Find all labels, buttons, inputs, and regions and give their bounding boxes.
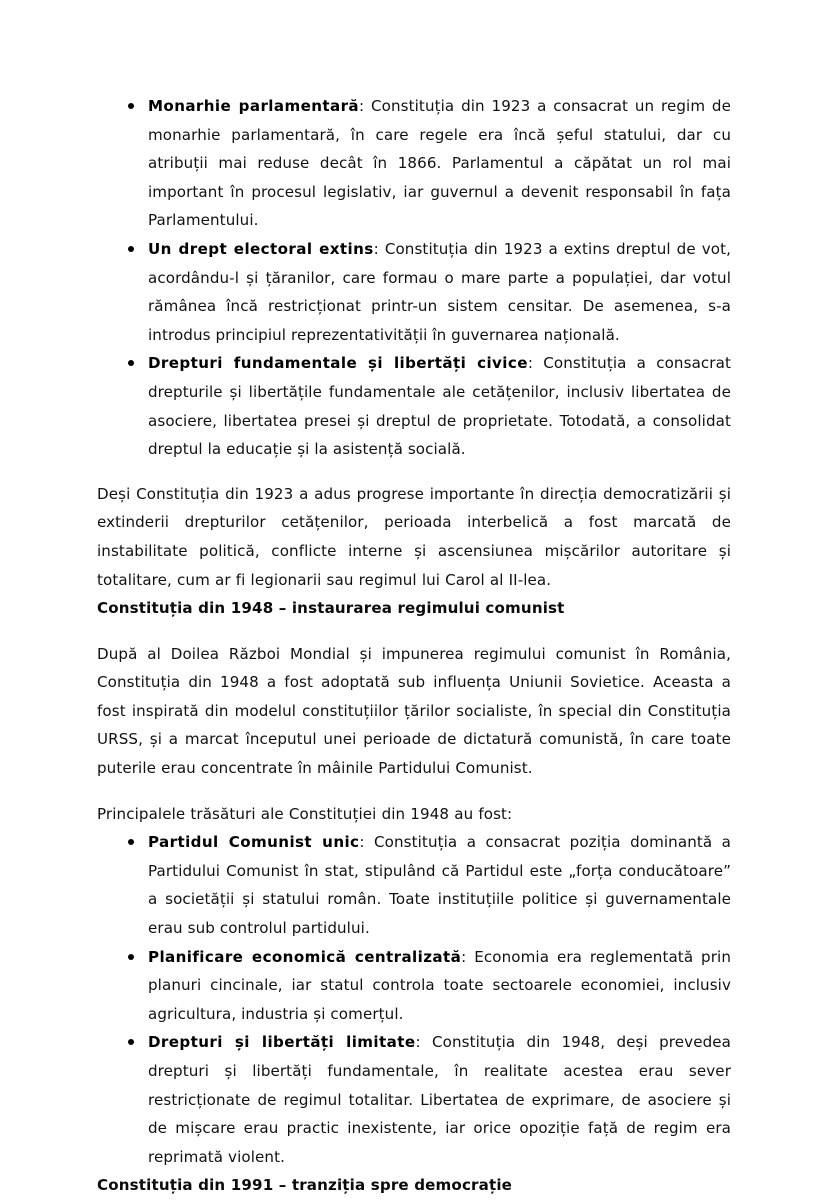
list-item-separator: : <box>527 354 544 373</box>
paragraph-principalele-trasaturi: Principalele trăsături ale Constituției din 1948 au fost: <box>97 804 513 823</box>
list-item-text: Constituția din 1923 a extins dreptul de vot, acordându-l și țăranilor, care formau o mare parte a populației, dar votul rămânea încă restricționat printr-un sistem censitar. De asemenea, s-a introdus principiul reprezentativității în guvernarea națională. <box>148 239 731 344</box>
list-item <box>97 828 731 942</box>
list-item-lead: Un drept electoral extins <box>148 239 374 258</box>
bullet-dot-icon <box>128 360 134 366</box>
list-item-separator: : <box>359 833 375 852</box>
list-item-lead: Monarhie parlamentară <box>148 97 360 115</box>
bullet-dot-icon <box>128 103 134 109</box>
list-item-lead: Drepturi fundamentale și libertăți civice <box>148 354 528 373</box>
bullet-dot-icon <box>128 1039 134 1045</box>
bullet-dot-icon <box>128 839 134 845</box>
bullet-dot-icon <box>128 954 134 960</box>
list-item-separator: : <box>359 97 372 115</box>
bullet-dot-icon <box>128 246 134 252</box>
paragraph-interbelic: Deși Constituția din 1923 a adus progrese importante în direcția democratizării și extinderii drepturilor cetățenilor, perioada interbelică a fost marcată de instabilitate politică, conflicte interne și ascensiunea mișcărilor autoritare și totalitare, cum ar fi legionarii sau regimul lui Carol al II-lea. <box>97 484 731 589</box>
list-item-separator: : <box>373 239 385 258</box>
paragraph-dupa-razboi: După al Doilea Război Mondial și impunerea regimului comunist în România, Constituția din 1948 a fost adoptată sub influența Uniunii Sovietice. Aceasta a fost inspirată din modelul constituțiilor țărilor socialiste, în special din Constituția URSS, și a marcat începutul unei perioade de dictatură comunistă, în care toate puterile erau concentrate în mâinile Partidului Comunist. <box>97 644 731 778</box>
list-item-lead: Planificare economică centralizată <box>148 947 462 966</box>
list-item-separator: : <box>415 1033 432 1052</box>
list-item-text: Constituția a consacrat poziția dominantă a Partidului Comunist în stat, stipulând că Partidul este „forța conducătoare” a societății și statului român. Toate instituțiile politice și guvernamentale erau sub controlul partidului. <box>148 833 732 938</box>
list-item <box>97 1028 731 1171</box>
heading-constitutia-1948: Constituția din 1948 – instaurarea regimului comunist <box>97 599 565 618</box>
list-item-text: Constituția din 1948, deși prevedea drepturi și libertăți fundamentale, în realitate acestea erau sever restricționate de regimul totalitar. Libertatea de exprimare, de asociere și de mișcare erau practic inexistente, iar orice opoziție față de regim era reprimată violent. <box>148 1033 731 1166</box>
list-item-separator: : <box>461 947 475 966</box>
list-item-lead: Partidul Comunist unic <box>148 833 360 852</box>
document-content <box>97 92 731 1200</box>
list-item <box>97 943 731 1029</box>
list-item <box>97 349 731 463</box>
heading-constitutia-1991: Constituția din 1991 – tranziția spre democrație <box>97 1176 513 1195</box>
bullet-list-constitutia-1948 <box>97 828 731 1171</box>
list-item-text: Constituția a consacrat drepturile și libertățile fundamentale ale cetățenilor, inclusiv libertatea de asociere, libertatea presei și dreptul de proprietate. Totodată, a consolidat dreptul la educație și la asistență socială. <box>148 354 731 459</box>
list-item <box>97 92 731 235</box>
list-item-text: Economia era reglementată prin planuri cincinale, iar statul controla toate sectoarele economiei, inclusiv agricultura, industria și comerțul. <box>148 947 732 1023</box>
list-item-lead: Drepturi și libertăți limitate <box>148 1033 416 1052</box>
list-item <box>97 235 731 349</box>
bullet-list-constitutia-1923 <box>97 92 731 464</box>
list-item-text: Constituția din 1923 a consacrat un regim de monarhie parlamentară, în care regele era încă șeful statului, dar cu atribuții mai reduse decât în 1866. Parlamentul a căpătat un rol mai important în procesul legislativ, iar guvernul a devenit responsabil în fața Parlamentului. <box>148 97 732 230</box>
